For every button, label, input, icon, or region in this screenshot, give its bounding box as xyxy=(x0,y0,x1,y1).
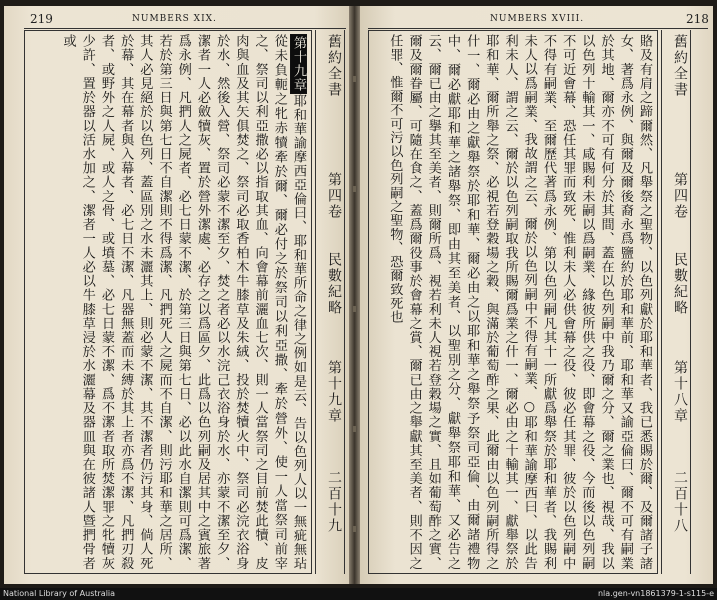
folio-label: 二百十九 xyxy=(326,470,342,534)
page-number: 219 xyxy=(30,12,53,26)
book-gutter xyxy=(349,6,360,584)
book-collection-label: 舊約全書 xyxy=(326,34,342,98)
chapter-label: 第十九章 xyxy=(326,360,342,424)
volume-label: 第四卷 xyxy=(672,172,688,220)
left-page xyxy=(4,6,349,584)
body-text xyxy=(372,34,654,570)
book-name-label: 民數紀略 xyxy=(672,252,688,316)
margin-column xyxy=(661,30,691,574)
book-name-label: 民數紀略 xyxy=(326,252,342,316)
right-page xyxy=(360,6,713,584)
chapter-label: 第十八章 xyxy=(672,360,688,424)
item-identifier: nla.gen-vn1861379-1-s115-e xyxy=(597,589,714,598)
folio-label: 二百十八 xyxy=(672,470,688,534)
chapter-title: 第十九章 xyxy=(291,36,306,93)
chapter-text: 賂及有肩之蹄爾然、凡舉祭之聖物、以色列獻於耶和華者、我已悉賜於爾、及爾諸子諸女、著爲永例、與爾及爾後裔永爲鹽約於耶和華前、耶和華又諭亞倫曰、爾不可有嗣業於其地、爾亦不可有何分於其間、蓋在以色列嗣中我乃爾之分、爾之業也、視哉、我以以色列十輸其一、咸賜利未嗣以爲嗣業、緣彼所供之役、即會幕之役、今而後以色列嗣不可近會幕、恐任其罪而致死、惟利未人必供會幕之役、彼必任其罪、彼於以色列嗣中不得有嗣業、至爾歷代著爲永例、第以色列嗣凡其十一所獻爲舉祭於耶和華者、我賜利未人以爲嗣業、我故謂之云、爾於以色列嗣中不得有嗣業、○耶和華諭摩西曰、以此告利未人、謂之云、爾於以色列嗣取我所賜爾爲業之什一、爾必由之十輸其一、獻舉祭於耶和華、爾所舉之祭、必視若登穀場之穀、與滿於葡萄酢之果、此爾由以色列嗣所得之什一、爾必由之獻舉祭於耶和華、爾必由之以耶和華之舉祭予祭司亞倫、由爾諸禮物中、爾必獻耶和華之諸舉祭、即由其至美者、以聖別之分、獻舉祭耶和華、又必告之云、爾已由之擧其至美者、則爾所爲、視若利未人視若登穀場之實、且如葡萄酢之實、爾及爾眷屬、可隨在食之、蓋爲爾役事於會幕之賞、爾已由之舉獻其至美者、則不因之任罪、惟爾不可污以色列嗣之聖物、恐爾致死也 xyxy=(387,34,652,570)
chapter-text: 耶和華諭摩西亞倫曰、耶和華所命之律之例如是云、告以色列人以一無疵無玷從未負軛之牝赤犢牽於爾、爾必付之於祭司以利亞撒、牽於營外、使一人當祭司前宰之、祭司以利亞撒必以指取其血、向會幕前灑血七次、則一人當祭司之目前焚此犢、皮肉與血及其矢俱焚之、祭司必取香柏木牛膝草及朱絨、投於焚犢火中、祭司必浣衣浴身於水、然後入營、祭司必蒙不潔至夕、焚之者必以水浣己衣浴身於水、亦蒙不潔至夕、潔者一人必斂犢灰、置於營外潔處、必存之以爲區夕、此爲以色列嗣及居其中之賓旅著爲永例、凡捫人之屍者、必七日蒙不潔、於第三日與第七日、必以此水自潔則可爲潔、若於第三日與第七日不自潔則不得爲潔、凡捫死人之屍而不自潔、則污耶和華之居所、其人必見絕於以色列、蓋區別之水未灑其上、則必蒙不潔、其不潔者仍污其身、倘人死於幕、其在幕者與入幕者、必七日不潔、凡器無蓋而未縛於其上者亦爲不潔、凡捫刃殺者、或野外之人屍、或人之骨、或墳墓、必七日蒙不潔、爲不潔者取所焚潔罪之牝犢灰少許、置於器以活水加之、潔者一人必以牛膝草浸於水灑幕及器皿與在彼諸人暨捫骨者或 xyxy=(60,34,306,570)
volume-label: 第四卷 xyxy=(326,172,342,220)
book-collection-label: 舊約全書 xyxy=(672,34,688,98)
running-header: NUMBERS XIX. xyxy=(132,14,217,24)
body-text xyxy=(28,34,308,570)
margin-column xyxy=(315,30,345,574)
running-header: NUMBERS XVIII. xyxy=(490,14,585,24)
footer-bar xyxy=(0,588,717,600)
header-rule xyxy=(24,28,346,29)
page-number: 218 xyxy=(686,12,709,26)
library-credit: National Library of Australia xyxy=(3,589,116,598)
header-rule xyxy=(368,28,708,29)
